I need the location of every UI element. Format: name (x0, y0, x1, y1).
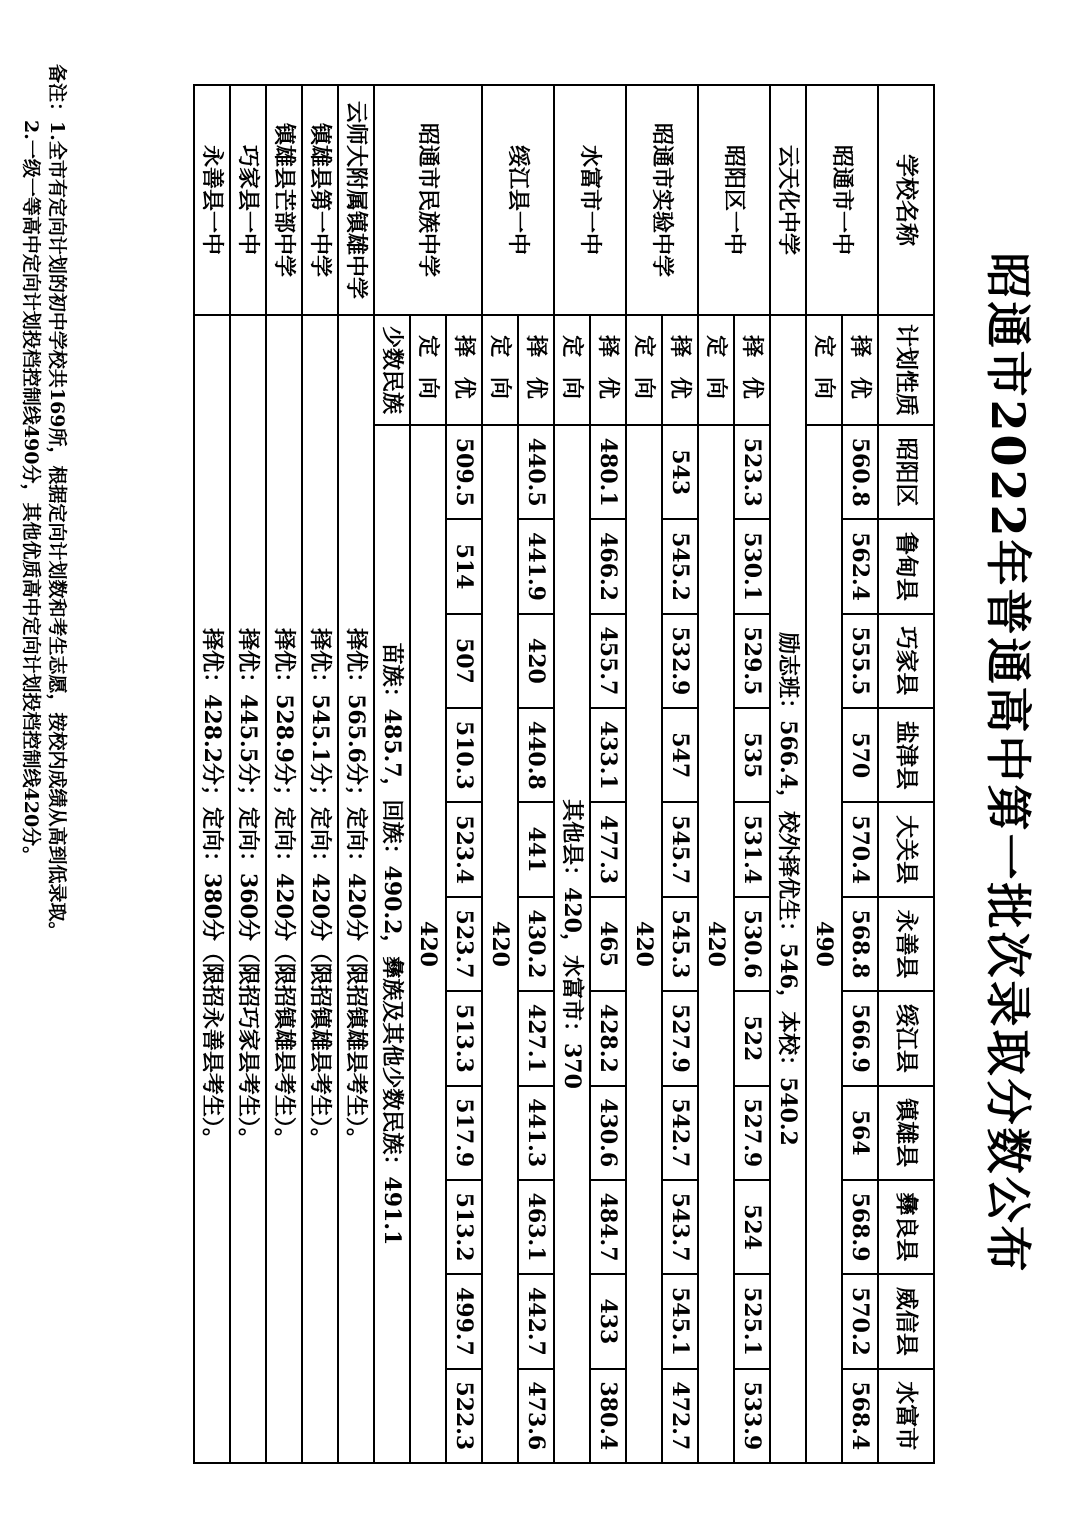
header-cell: 大关县 (878, 802, 934, 896)
note-line: 备注：1.全市有定向计划的初中学校共169所，根据定向计划数和考生志愿，按校内成绩从高到低录取。 (46, 64, 68, 941)
score-cell: 510.3 (446, 708, 482, 802)
header-cell: 镇雄县 (878, 1086, 934, 1180)
score-cell: 513.2 (446, 1180, 482, 1274)
school-name: 云天化中学 (770, 85, 806, 315)
merged-score: 择优：565.6分；定向：420分（限招镇雄县考生）。 (338, 315, 374, 1463)
score-cell: 570 (842, 708, 878, 802)
plan-type: 择 优 (446, 315, 482, 425)
score-cell: 420 (518, 614, 554, 708)
table-row (734, 85, 770, 1463)
score-cell: 524 (734, 1180, 770, 1274)
merged-score: 择优：545.1分；定向：420分（限招镇雄县考生）。 (302, 315, 338, 1463)
score-cell: 560.8 (842, 425, 878, 519)
score-cell: 545.3 (662, 897, 698, 991)
score-table (193, 84, 935, 1464)
score-cell: 531.4 (734, 802, 770, 896)
score-cell: 530.6 (734, 897, 770, 991)
score-cell: 527.9 (662, 991, 698, 1085)
merged-score: 490 (806, 425, 842, 1463)
table-row (194, 85, 230, 1463)
score-cell: 513.3 (446, 991, 482, 1085)
school-name: 巧家县一中 (230, 85, 266, 315)
school-name: 镇雄县第一中学 (302, 85, 338, 315)
score-cell: 455.7 (590, 614, 626, 708)
score-cell: 517.9 (446, 1086, 482, 1180)
score-cell: 568.8 (842, 897, 878, 991)
note-line: 2.一级一等高中定向计划投档控制线490分，其他优质高中定向计划投档控制线420分。 (20, 120, 42, 866)
merged-score: 励志班：566.4，校外择优生：546，本校：540.2 (770, 315, 806, 1463)
merged-score: 420 (410, 425, 446, 1463)
score-cell: 532.9 (662, 614, 698, 708)
table-row (302, 85, 338, 1463)
score-cell: 545.2 (662, 519, 698, 613)
header-cell: 盐津县 (878, 708, 934, 802)
score-cell: 440.5 (518, 425, 554, 519)
score-cell: 543.7 (662, 1180, 698, 1274)
score-cell: 430.2 (518, 897, 554, 991)
score-cell: 507 (446, 614, 482, 708)
score-cell: 522.3 (446, 1369, 482, 1463)
table-row (338, 85, 374, 1463)
notes (18, 64, 70, 941)
plan-type: 定 向 (698, 315, 734, 425)
school-name: 昭通市民族中学 (374, 85, 482, 315)
score-cell: 542.7 (662, 1086, 698, 1180)
header-cell: 学校名称 (878, 85, 934, 315)
plan-type: 定 向 (554, 315, 590, 425)
score-cell: 555.5 (842, 614, 878, 708)
score-cell: 570.2 (842, 1274, 878, 1368)
plan-type: 择 优 (590, 315, 626, 425)
plan-type: 择 优 (518, 315, 554, 425)
score-cell: 522 (734, 991, 770, 1085)
score-cell: 484.7 (590, 1180, 626, 1274)
score-cell: 545.1 (662, 1274, 698, 1368)
page-title: 昭通市2022年普通高中第一批次录取分数公布 (981, 252, 1035, 1275)
plan-type: 定 向 (410, 315, 446, 425)
score-cell: 441.9 (518, 519, 554, 613)
merged-score: 420 (698, 425, 734, 1463)
table-row (590, 85, 626, 1463)
score-cell: 527.9 (734, 1086, 770, 1180)
score-cell: 543 (662, 425, 698, 519)
score-cell: 568.4 (842, 1369, 878, 1463)
score-cell: 514 (446, 519, 482, 613)
school-name: 昭通市实验中学 (626, 85, 698, 315)
score-cell: 535 (734, 708, 770, 802)
plan-type: 择 优 (842, 315, 878, 425)
header-cell: 水富市 (878, 1369, 934, 1463)
score-cell: 380.4 (590, 1369, 626, 1463)
score-cell: 473.6 (518, 1369, 554, 1463)
score-cell: 441 (518, 802, 554, 896)
score-cell: 463.1 (518, 1180, 554, 1274)
school-name: 云师大附属镇雄中学 (338, 85, 374, 315)
plan-type: 择 优 (734, 315, 770, 425)
table-row (662, 85, 698, 1463)
school-name: 永善县一中 (194, 85, 230, 315)
score-cell: 533.9 (734, 1369, 770, 1463)
score-cell: 466.2 (590, 519, 626, 613)
score-cell: 530.1 (734, 519, 770, 613)
school-name: 绥江县一中 (482, 85, 554, 315)
merged-score: 择优：428.2分；定向：380分（限招永善县考生）。 (194, 315, 230, 1463)
score-cell: 440.8 (518, 708, 554, 802)
header-cell: 彝良县 (878, 1180, 934, 1274)
score-cell: 428.2 (590, 991, 626, 1085)
score-cell: 545.7 (662, 802, 698, 896)
table-row (266, 85, 302, 1463)
plan-type: 择 优 (662, 315, 698, 425)
score-cell: 465 (590, 897, 626, 991)
header-cell: 永善县 (878, 897, 934, 991)
merged-score: 420 (626, 425, 662, 1463)
score-cell: 525.1 (734, 1274, 770, 1368)
school-name: 镇雄县芒部中学 (266, 85, 302, 315)
score-cell: 433.1 (590, 708, 626, 802)
score-cell: 570.4 (842, 802, 878, 896)
score-cell: 433 (590, 1274, 626, 1368)
score-cell: 529.5 (734, 614, 770, 708)
table-row (842, 85, 878, 1463)
score-cell: 509.5 (446, 425, 482, 519)
table-row (518, 85, 554, 1463)
table-row (770, 85, 806, 1463)
header-cell: 巧家县 (878, 614, 934, 708)
score-cell: 568.9 (842, 1180, 878, 1274)
score-cell: 472.7 (662, 1369, 698, 1463)
header-cell: 绥江县 (878, 991, 934, 1085)
school-name: 昭通市一中 (806, 85, 878, 315)
score-cell: 477.3 (590, 802, 626, 896)
table-row (446, 85, 482, 1463)
score-cell: 430.6 (590, 1086, 626, 1180)
score-cell: 523.7 (446, 897, 482, 991)
merged-score: 择优：445.5分；定向：360分（限招巧家县考生）。 (230, 315, 266, 1463)
merged-score: 苗族：485.7，回族：490.2，彝族及其他少数民族：491.1 (374, 425, 410, 1463)
header-cell: 鲁甸县 (878, 519, 934, 613)
school-name: 水富市一中 (554, 85, 626, 315)
score-cell: 564 (842, 1086, 878, 1180)
merged-score: 其他县：420，水富市：370 (554, 425, 590, 1463)
score-cell: 523.3 (734, 425, 770, 519)
merged-score: 420 (482, 425, 518, 1463)
score-cell: 566.9 (842, 991, 878, 1085)
merged-score: 择优：528.9分；定向：420分（限招镇雄县考生）。 (266, 315, 302, 1463)
score-cell: 499.7 (446, 1274, 482, 1368)
plan-type: 定 向 (806, 315, 842, 425)
score-cell: 427.1 (518, 991, 554, 1085)
plan-type: 少数民族 (374, 315, 410, 425)
header-cell: 威信县 (878, 1274, 934, 1368)
table-row (230, 85, 266, 1463)
score-cell: 523.4 (446, 802, 482, 896)
header-row (878, 85, 934, 1463)
header-cell: 计划性质 (878, 315, 934, 425)
score-cell: 562.4 (842, 519, 878, 613)
plan-type: 定 向 (482, 315, 518, 425)
score-cell: 441.3 (518, 1086, 554, 1180)
score-cell: 442.7 (518, 1274, 554, 1368)
school-name: 昭阳区一中 (698, 85, 770, 315)
score-cell: 547 (662, 708, 698, 802)
header-cell: 昭阳区 (878, 425, 934, 519)
score-cell: 480.1 (590, 425, 626, 519)
plan-type: 定 向 (626, 315, 662, 425)
